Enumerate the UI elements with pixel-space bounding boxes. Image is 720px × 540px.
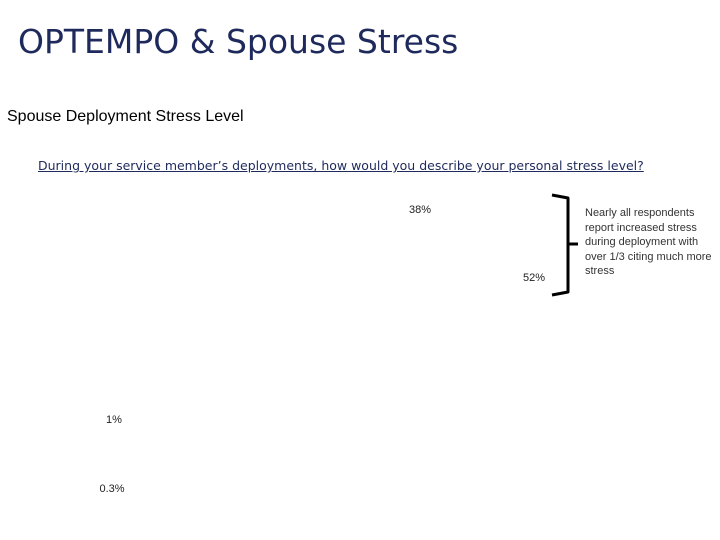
annotation-line: Nearly all respondents — [585, 207, 695, 219]
page-title: OPTEMPO & Spouse Stress — [18, 22, 459, 61]
chart-subtitle: Spouse Deployment Stress Level — [7, 108, 244, 125]
data-label: 52% — [522, 272, 546, 284]
bracket — [552, 195, 578, 295]
annotation-note — [585, 206, 720, 279]
data-labels — [99, 204, 545, 495]
annotation-line: report increased stress — [585, 221, 697, 234]
data-label: 38% — [408, 204, 432, 216]
annotation-line: stress — [585, 265, 615, 278]
annotation-line: during deployment with — [585, 236, 699, 249]
annotation-line: over 1/3 citing much more — [585, 250, 712, 263]
data-label: 1% — [106, 414, 122, 426]
data-label: 0.3% — [99, 483, 125, 495]
survey-question: During your service member’s deployments, how would you describe your personal stress level? — [38, 158, 644, 173]
